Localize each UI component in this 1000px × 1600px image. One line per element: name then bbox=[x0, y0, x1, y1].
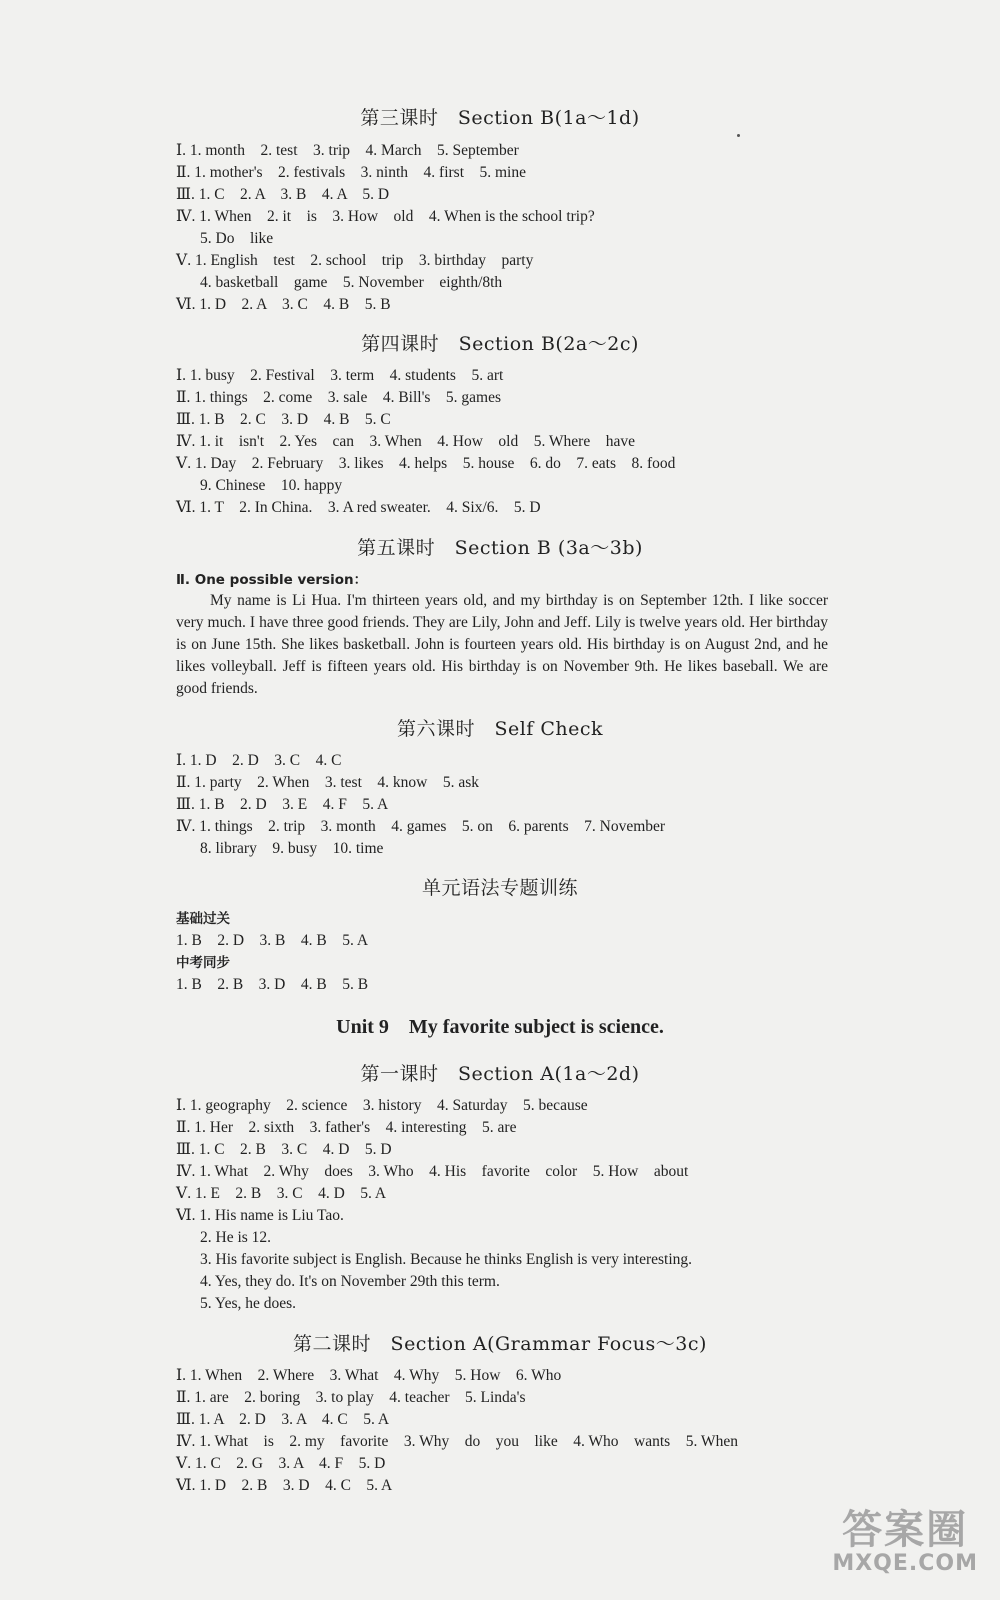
answer-line: Ⅱ. 1. things 2. come 3. sale 4. Bill's 5. games bbox=[176, 389, 502, 406]
watermark-url: MXQE.COM bbox=[832, 1551, 978, 1576]
answer-line: 1. B 2. D 3. B 4. B 5. A bbox=[176, 932, 369, 949]
answer-line: Ⅴ. 1. C 2. G 3. A 4. F 5. D bbox=[176, 1455, 386, 1472]
answer-line: Ⅰ. 1. geography 2. science 3. history 4. Saturday 5. because bbox=[176, 1097, 588, 1114]
answer-line: Ⅲ. 1. C 2. B 3. C 4. D 5. D bbox=[176, 1141, 392, 1158]
answer-line: Ⅳ. 1. it isn't 2. Yes can 3. When 4. How old 5. Where have bbox=[176, 433, 635, 450]
subsection-label-exam: 中考同步 bbox=[176, 955, 230, 971]
section-title-b-3a-3b: 第五课时 Section B (3a～3b) bbox=[357, 537, 643, 559]
answer-line: Ⅳ. 1. When 2. it is 3. How old 4. When is the school trip? bbox=[176, 208, 595, 225]
answer-line: Ⅴ. 1. English test 2. school trip 3. birthday party bbox=[176, 252, 534, 269]
answer-line: Ⅵ. 1. T 2. In China. 3. A red sweater. 4. Six/6. 5. D bbox=[176, 499, 541, 516]
sample-essay: My name is Li Hua. I'm thirteen years old, and my birthday is on September 12th. I like soccer very much. I have three good friends. They are Lily, John and Jeff. Lily is twelve years old. Her birthday is on June 15th. She likes basketball. John is fourteen years old. His birthday is on August 2nd, and he likes volleyball. Jeff is fifteen years old. His birthday is on November 9th. He likes baseball. We are good friends. bbox=[176, 592, 828, 697]
unit-title: Unit 9 My favorite subject is science. bbox=[336, 1016, 664, 1038]
answer-line: Ⅱ. 1. party 2. When 3. test 4. know 5. ask bbox=[176, 774, 479, 791]
answer-line: Ⅵ. 1. D 2. B 3. D 4. C 5. A bbox=[176, 1477, 393, 1494]
answer-line: Ⅲ. 1. C 2. A 3. B 4. A 5. D bbox=[176, 186, 390, 203]
answer-line: Ⅳ. 1. What is 2. my favorite 3. Why do you like 4. Who wants 5. When bbox=[176, 1433, 738, 1450]
answer-line: Ⅴ. 1. E 2. B 3. C 4. D 5. A bbox=[176, 1185, 387, 1202]
answer-line: Ⅰ. 1. D 2. D 3. C 4. C bbox=[176, 752, 342, 769]
answer-line: Ⅰ. 1. month 2. test 3. trip 4. March 5. September bbox=[176, 142, 519, 159]
answer-line: Ⅰ. 1. busy 2. Festival 3. term 4. students 5. art bbox=[176, 367, 504, 384]
answer-line: 4. basketball game 5. November eighth/8th bbox=[200, 274, 503, 291]
answer-line: Ⅱ. 1. mother's 2. festivals 3. ninth 4. first 5. mine bbox=[176, 164, 526, 181]
site-watermark bbox=[832, 1498, 978, 1576]
answer-line: 9. Chinese 10. happy bbox=[200, 477, 343, 494]
answer-line: 5. Yes, he does. bbox=[200, 1295, 297, 1312]
answer-line: Ⅲ. 1. B 2. D 3. E 4. F 5. A bbox=[176, 796, 389, 813]
answer-line: Ⅵ. 1. D 2. A 3. C 4. B 5. B bbox=[176, 296, 391, 313]
watermark-logo-text: 答案圈 bbox=[842, 1507, 969, 1553]
answer-line: 8. library 9. busy 10. time bbox=[200, 840, 384, 857]
subsection-label-basic: 基础过关 bbox=[176, 911, 230, 927]
writing-label: Ⅱ. One possible version： bbox=[176, 572, 368, 588]
answer-line: Ⅳ. 1. What 2. Why does 3. Who 4. His favorite color 5. How about bbox=[176, 1163, 689, 1180]
section-title-b-1a-1d: 第三课时 Section B(1a～1d) bbox=[360, 107, 640, 129]
section-title-a-1a-2d: 第一课时 Section A(1a～2d) bbox=[360, 1063, 640, 1085]
answer-line: Ⅳ. 1. things 2. trip 3. month 4. games 5. on 6. parents 7. November bbox=[176, 818, 666, 835]
answer-line: Ⅰ. 1. When 2. Where 3. What 4. Why 5. How 6. Who bbox=[176, 1367, 562, 1384]
section-title-grammar: 单元语法专题训练 bbox=[421, 877, 578, 899]
answer-line: 4. Yes, they do. It's on November 29th this term. bbox=[200, 1273, 500, 1290]
answer-line: 3. His favorite subject is English. Because he thinks English is very interesting. bbox=[200, 1251, 693, 1268]
answer-line: Ⅱ. 1. Her 2. sixth 3. father's 4. interesting 5. are bbox=[176, 1119, 517, 1136]
answer-line: Ⅴ. 1. Day 2. February 3. likes 4. helps 5. house 6. do 7. eats 8. food bbox=[176, 455, 676, 472]
section-title-b-2a-2c: 第四课时 Section B(2a～2c) bbox=[361, 333, 639, 355]
answer-line: Ⅵ. 1. His name is Liu Tao. bbox=[176, 1207, 344, 1224]
section-title-self-check: 第六课时 Self Check bbox=[396, 718, 604, 740]
answer-line: Ⅱ. 1. are 2. boring 3. to play 4. teacher 5. Linda's bbox=[176, 1389, 526, 1406]
answer-line: 2. He is 12. bbox=[200, 1229, 272, 1246]
answer-line: 5. Do like bbox=[200, 230, 274, 247]
speck-mark bbox=[737, 134, 740, 137]
answer-line: Ⅲ. 1. B 2. C 3. D 4. B 5. C bbox=[176, 411, 391, 428]
answer-line: 1. B 2. B 3. D 4. B 5. B bbox=[176, 976, 369, 993]
section-title-grammar-focus: 第二课时 Section A(Grammar Focus～3c) bbox=[293, 1333, 707, 1355]
answer-line: Ⅲ. 1. A 2. D 3. A 4. C 5. A bbox=[176, 1411, 390, 1428]
